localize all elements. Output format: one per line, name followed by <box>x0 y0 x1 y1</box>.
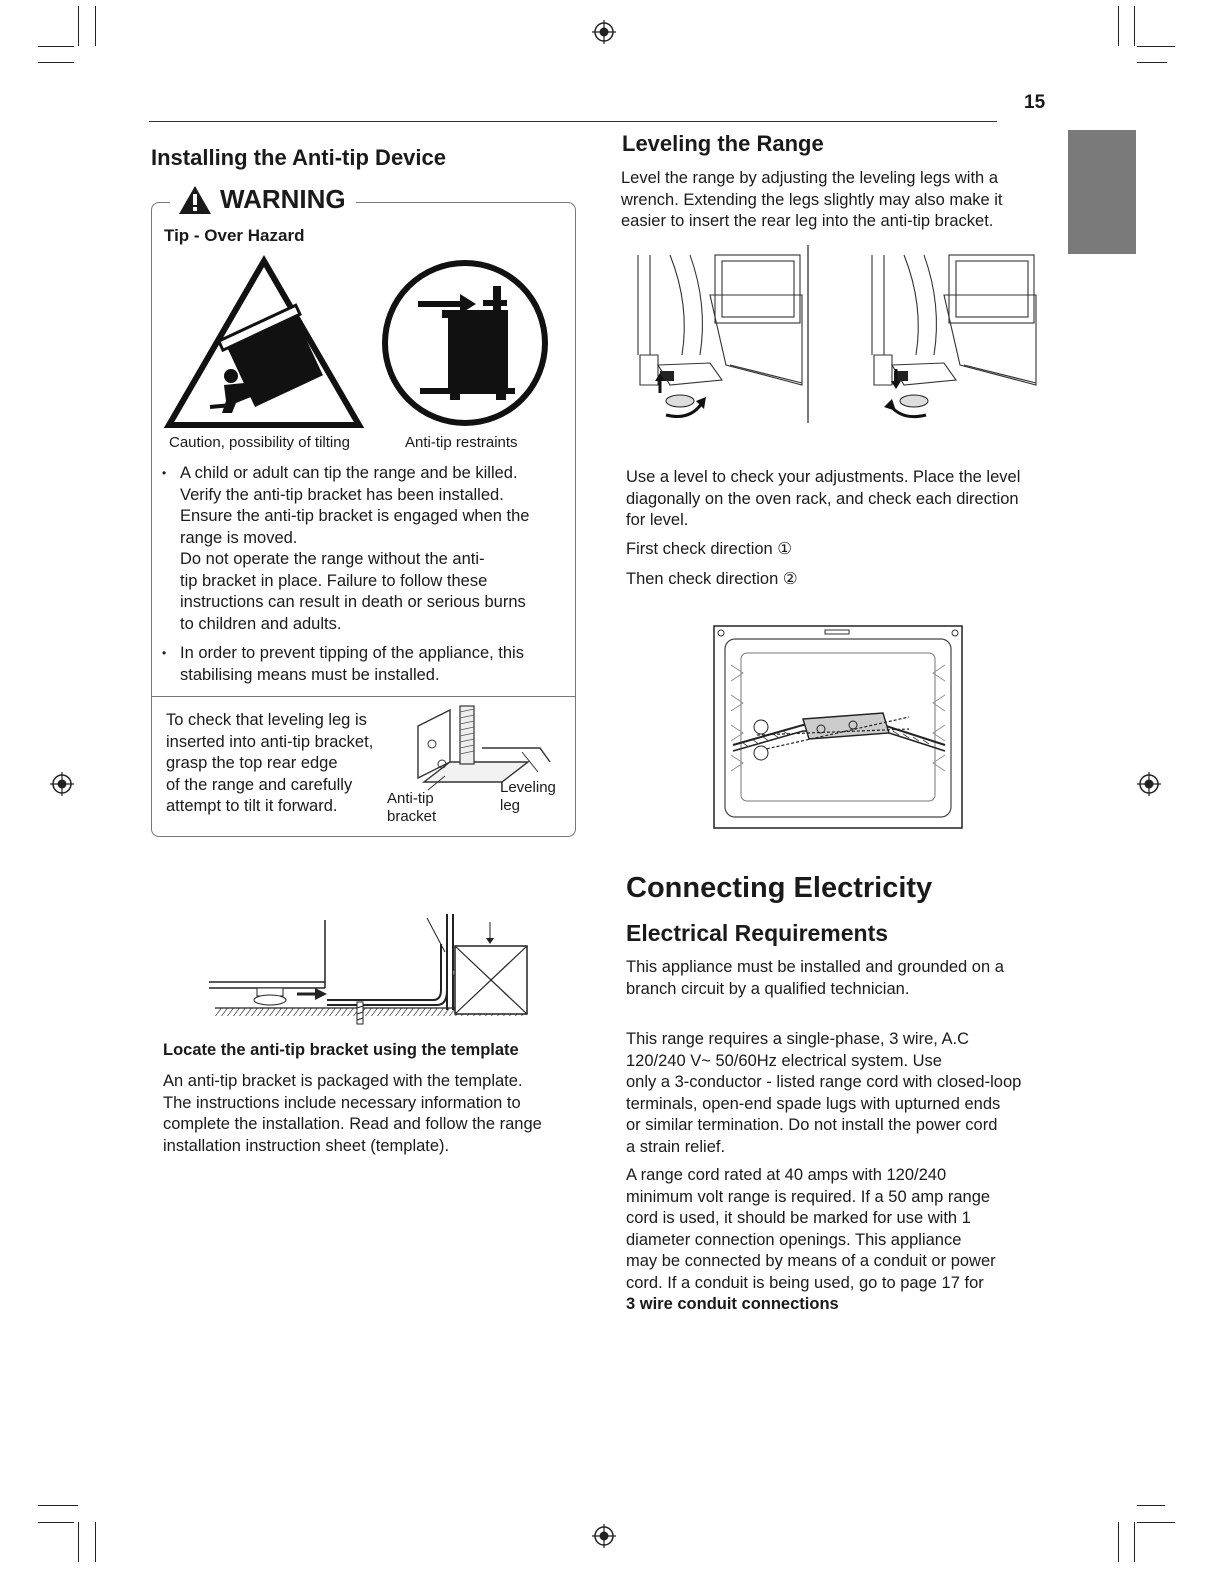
electric-line: a strain relief. <box>626 1137 726 1156</box>
bullet-line: Verify the anti-tip bracket has been installed. <box>180 485 504 504</box>
electric-line: cord. If a conduit is being used, go to page 17 for <box>626 1273 984 1292</box>
registration-mark-right <box>1137 772 1161 796</box>
tilt-caption: Caution, possibility of tilting <box>169 434 350 451</box>
anti-tip-bracket-label <box>387 790 436 826</box>
leveling-intro-line: wrench. Extending the legs slightly may also make it <box>621 190 1003 209</box>
first-check-direction: First check direction ① <box>626 540 793 558</box>
electric-line: A range cord rated at 40 amps with 120/240 <box>626 1166 947 1184</box>
top-rule <box>149 121 997 122</box>
warning-bullet <box>162 643 562 686</box>
registration-mark-top <box>592 20 616 44</box>
leveling-intro-line: Level the range by adjusting the leveling legs with a <box>621 169 998 187</box>
electric-paragraph-2 <box>626 1029 1066 1158</box>
electric-paragraph-1 <box>626 957 1056 1000</box>
bullet-line: stabilising means must be installed. <box>180 665 440 684</box>
chapter-tab <box>1068 130 1136 254</box>
bullet-line: to children and adults. <box>180 614 342 633</box>
leveling-intro <box>621 168 1051 233</box>
electric-line: This appliance must be installed and grounded on a <box>626 958 1004 976</box>
electric-line: 120/240 V~ 50/60Hz electrical system. Use <box>626 1051 942 1070</box>
leveling-intro-line: easier to insert the rear leg into the anti-tip bracket. <box>621 212 994 230</box>
locate-bracket-text <box>163 1071 583 1157</box>
bullet-line: instructions can result in death or serious burns <box>180 593 526 611</box>
electric-line: cord is used, it should be marked for use with 1 <box>626 1209 971 1227</box>
check-line: inserted into anti-tip bracket, <box>166 732 374 751</box>
electric-line: This range requires a single-phase, 3 wire, A.C <box>626 1030 970 1048</box>
level-line: Use a level to check your adjustments. Place the level <box>626 468 1021 486</box>
electric-line: diameter connection openings. This appliance <box>626 1230 962 1249</box>
anti-tip-title: Installing the Anti-tip Device <box>151 145 446 170</box>
registration-mark-bottom <box>592 1524 616 1548</box>
warning-bullets <box>162 463 562 694</box>
leg-label-line: leg <box>500 797 521 814</box>
leveling-leg-diagram <box>630 245 1040 425</box>
check-line: of the range and carefully <box>166 775 353 794</box>
tip-over-hazard: Tip - Over Hazard <box>164 226 305 245</box>
locate-line: complete the installation. Read and follow the range <box>163 1115 542 1133</box>
check-line: To check that leveling leg is <box>166 711 367 729</box>
leveling-title: Leveling the Range <box>622 131 824 156</box>
restraints-caption: Anti-tip restraints <box>405 434 518 451</box>
leveling-leg-label <box>500 779 556 815</box>
locate-bracket-heading: Locate the anti-tip bracket using the template <box>163 1041 519 1059</box>
electrical-requirements-title: Electrical Requirements <box>626 920 889 946</box>
warning-heading <box>170 184 356 215</box>
registration-mark-left <box>50 772 74 796</box>
bullet-line: range is moved. <box>180 528 298 547</box>
check-line: grasp the top rear edge <box>166 754 338 772</box>
then-check-direction: Then check direction ② <box>626 570 798 588</box>
electric-line: minimum volt range is required. If a 50 amp range <box>626 1187 991 1206</box>
locate-line: The instructions include necessary information to <box>163 1093 521 1112</box>
template-installation-diagram <box>205 910 535 1030</box>
oven-level-diagram <box>713 625 963 829</box>
bullet-line: Do not operate the range without the anti- <box>180 550 485 568</box>
bullet-line: • A child or adult can tip the range and be killed. <box>180 464 518 482</box>
electric-line: or similar termination. Do not install the power cord <box>626 1116 998 1134</box>
electric-line: branch circuit by a qualified technician. <box>626 979 910 998</box>
locate-line: An anti-tip bracket is packaged with the template. <box>163 1072 523 1090</box>
leg-label-line: Leveling <box>500 779 556 796</box>
anti-tip-restraint-icon <box>380 258 550 428</box>
bullet-line: Ensure the anti-tip bracket is engaged when the <box>180 507 530 525</box>
bullet-line: tip bracket in place. Failure to follow these <box>180 571 488 590</box>
page-number: 15 <box>1024 92 1046 113</box>
check-line: attempt to tilt it forward. <box>166 797 338 815</box>
bracket-label-line: Anti-tip <box>387 790 434 807</box>
electric-line: only a 3-conductor - listed range cord with closed-loop <box>626 1073 1022 1091</box>
warning-bullet <box>162 463 562 635</box>
bullet-line: • In order to prevent tipping of the appliance, this <box>180 644 524 662</box>
check-leg-text <box>166 710 396 818</box>
warning-label: WARNING <box>220 184 346 214</box>
level-check-text <box>626 467 1056 532</box>
electric-paragraph-3 <box>626 1165 1066 1316</box>
electric-line: terminals, open-end spade lugs with upturned ends <box>626 1094 1001 1113</box>
level-line: for level. <box>626 511 689 529</box>
locate-line: installation instruction sheet (template). <box>163 1136 450 1155</box>
electricity-title: Connecting Electricity <box>626 872 933 904</box>
warning-divider <box>151 696 575 697</box>
level-line: diagonally on the oven rack, and check each direction <box>626 489 1019 508</box>
bracket-label-line: bracket <box>387 808 437 825</box>
tilt-hazard-icon <box>164 255 364 430</box>
electric-line: may be connected by means of a conduit or power <box>626 1252 996 1270</box>
warning-triangle-icon <box>178 185 212 215</box>
conduit-connections-link: 3 wire conduit connections <box>626 1295 839 1313</box>
